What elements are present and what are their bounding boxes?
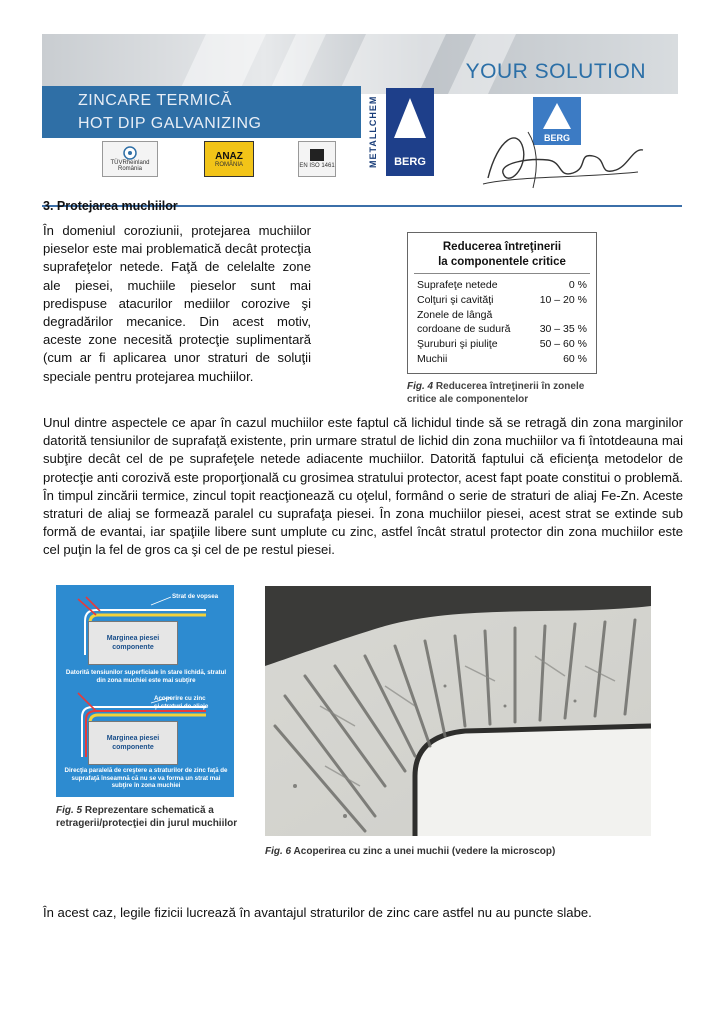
- table-divider: [414, 273, 590, 274]
- table-row: [417, 337, 587, 351]
- iso-mark-icon: [310, 149, 324, 161]
- anaz-certification-logo: [204, 141, 254, 177]
- figure-4-caption-text: Reducerea întreţinerii în zonele critice ale componentelor: [407, 381, 585, 405]
- table-row: [417, 352, 587, 366]
- table-title-line2: la componentele critice: [438, 256, 566, 268]
- table-row: [417, 278, 587, 292]
- tuv-sub: România: [117, 166, 142, 172]
- schematic-lines: [56, 585, 234, 797]
- row-label: Muchii: [417, 353, 448, 365]
- figure-4-caption: [407, 380, 607, 406]
- berg-logo: [386, 88, 434, 176]
- row-value: 50 – 60 %: [539, 338, 587, 350]
- row-value: 60 %: [563, 353, 587, 365]
- table-row: [417, 293, 587, 307]
- zinc-edge-micrograph: [265, 586, 651, 836]
- table-title-line1: Reducerea întreţinerii: [442, 241, 562, 253]
- iso-text: EN ISO 1461: [299, 163, 335, 169]
- row-label: Zonele de lângă: [417, 309, 493, 321]
- figure-5-caption-text: Reprezentare schematică a retragerii/protecţiei din jurul muchiilor: [56, 805, 238, 829]
- metallchem-wordmark: METALLCHEM: [368, 95, 378, 169]
- berg-triangle-icon: [394, 98, 426, 138]
- paragraph-edges: Unul dintre aspectele ce apar în cazul muchiilor este faptul că lichidul tinde să se retragă din zona marginilor datorită tensiunilor de suprafaţă existente, prin urmare stratul de lichid din zona muchiilor va fi întotdeauna mai subţire decât cel de pe suprafeţele netede adiacente muchiilor. Datorită faptului că eficienţa metodelor de protecţie anti corozivă este proporţională cu grosimea stratului protector, acest fapt poate constitui o problemă. În timpul zincării termice, zincul topit reacţionează cu oţelul, formând o serie de straturi de aliaj Fe-Zn. Aceste straturi de aliaj se formează paralel cu suprafaţa piesei. În zona muchiilor piesei, acest strat se extinde sub formă de evantai, iar spaţiile libere sunt umplute cu zinc, astfel încât stratul protector din zona muchiilor este cel puţin la fel de gros ca şi cel de pe restul piesei.: [43, 415, 683, 558]
- header-title-en: HOT DIP GALVANIZING: [78, 115, 262, 132]
- paragraph-conclusion: În acest caz, legile fizicii lucrează în avantajul straturilor de zinc care astfel nu au puncte slabe.: [43, 905, 592, 920]
- figure-6-caption-text: Acoperirea cu zinc a unei muchii (vedere la microscop): [293, 846, 556, 857]
- berg-logo-text: BERG: [394, 156, 426, 168]
- figure-5-caption: [56, 804, 256, 830]
- row-value: 10 – 20 %: [539, 294, 587, 306]
- header-title-ro: ZINCARE TERMICĂ: [78, 92, 232, 109]
- alloy-layers-label: şi straturi de aliaje: [154, 703, 209, 710]
- anaz-name: ANAZ: [215, 150, 243, 162]
- header-slogan: YOUR SOLUTION: [465, 60, 646, 83]
- maintenance-reduction-table: [407, 232, 597, 374]
- paragraph-intro: În domeniul coroziunii, protejarea muchiilor pieselor este mai problematică decât protecţia suprafeţelor netede. Faţă de celelalte zone ale piesei, muchiile pieselor sunt mai predispuse atacurilor mediilor corozive şi degradărilor mecanice. Din acest motiv, aceste zone necesită protecţie suplimentară (cum ar fi aplicarea unor straturi de soluţii speciale pentru protejarea muchiilor.: [43, 223, 311, 384]
- row-label-continued: cordoane de sudură: [417, 323, 511, 335]
- figure-6-number: Fig. 6: [265, 846, 292, 857]
- tuv-badge-icon: [123, 146, 137, 160]
- tuv-name: TÜVRheinland: [110, 160, 150, 166]
- table-row: [417, 308, 587, 336]
- row-value: 0 %: [568, 279, 587, 291]
- figure-4-number: Fig. 4: [407, 381, 434, 392]
- figure-6-caption: [265, 846, 665, 857]
- figure-5-number: Fig. 5: [56, 805, 83, 816]
- zinc-coating-label: Acoperire cu zinc: [154, 695, 206, 702]
- header-title-band: [42, 86, 361, 138]
- header-banner: [42, 34, 678, 94]
- component-edge-panel-2: Marginea piesei componente: [88, 721, 178, 765]
- iso-certification-logo: [298, 141, 336, 177]
- component-edge-panel: Marginea piesei componente: [88, 621, 178, 665]
- paint-layer-label: Strat de vopsea: [172, 593, 219, 600]
- parallel-growth-note: Direcţia paralelă de creştere a straturilor de zinc faţă de suprafaţă înseamnă că nu se va forma un strat mai subţire în zona muchiei: [64, 767, 228, 789]
- table-title: [408, 240, 596, 270]
- row-value: 30 – 35 %: [539, 323, 587, 335]
- berg-small-logo-text: BERG: [543, 133, 570, 143]
- section-heading: 3. Protejarea muchiilor: [43, 199, 178, 213]
- surface-tension-note: Datorită tensiunilor superficiale în stare lichidă, stratul din zona muchiei este mai subţire: [65, 669, 227, 684]
- micrograph-image: [265, 586, 651, 836]
- tuv-certification-logo: [102, 141, 158, 177]
- row-label: Şuruburi şi piuliţe: [417, 338, 498, 350]
- row-label: Colţuri şi cavităţi: [417, 294, 494, 306]
- edge-retraction-schematic: [56, 585, 234, 797]
- anaz-sub: ROMÂNIA: [214, 161, 243, 168]
- row-label: Suprafeţe netede: [417, 279, 498, 291]
- signature-graphic: [478, 118, 648, 196]
